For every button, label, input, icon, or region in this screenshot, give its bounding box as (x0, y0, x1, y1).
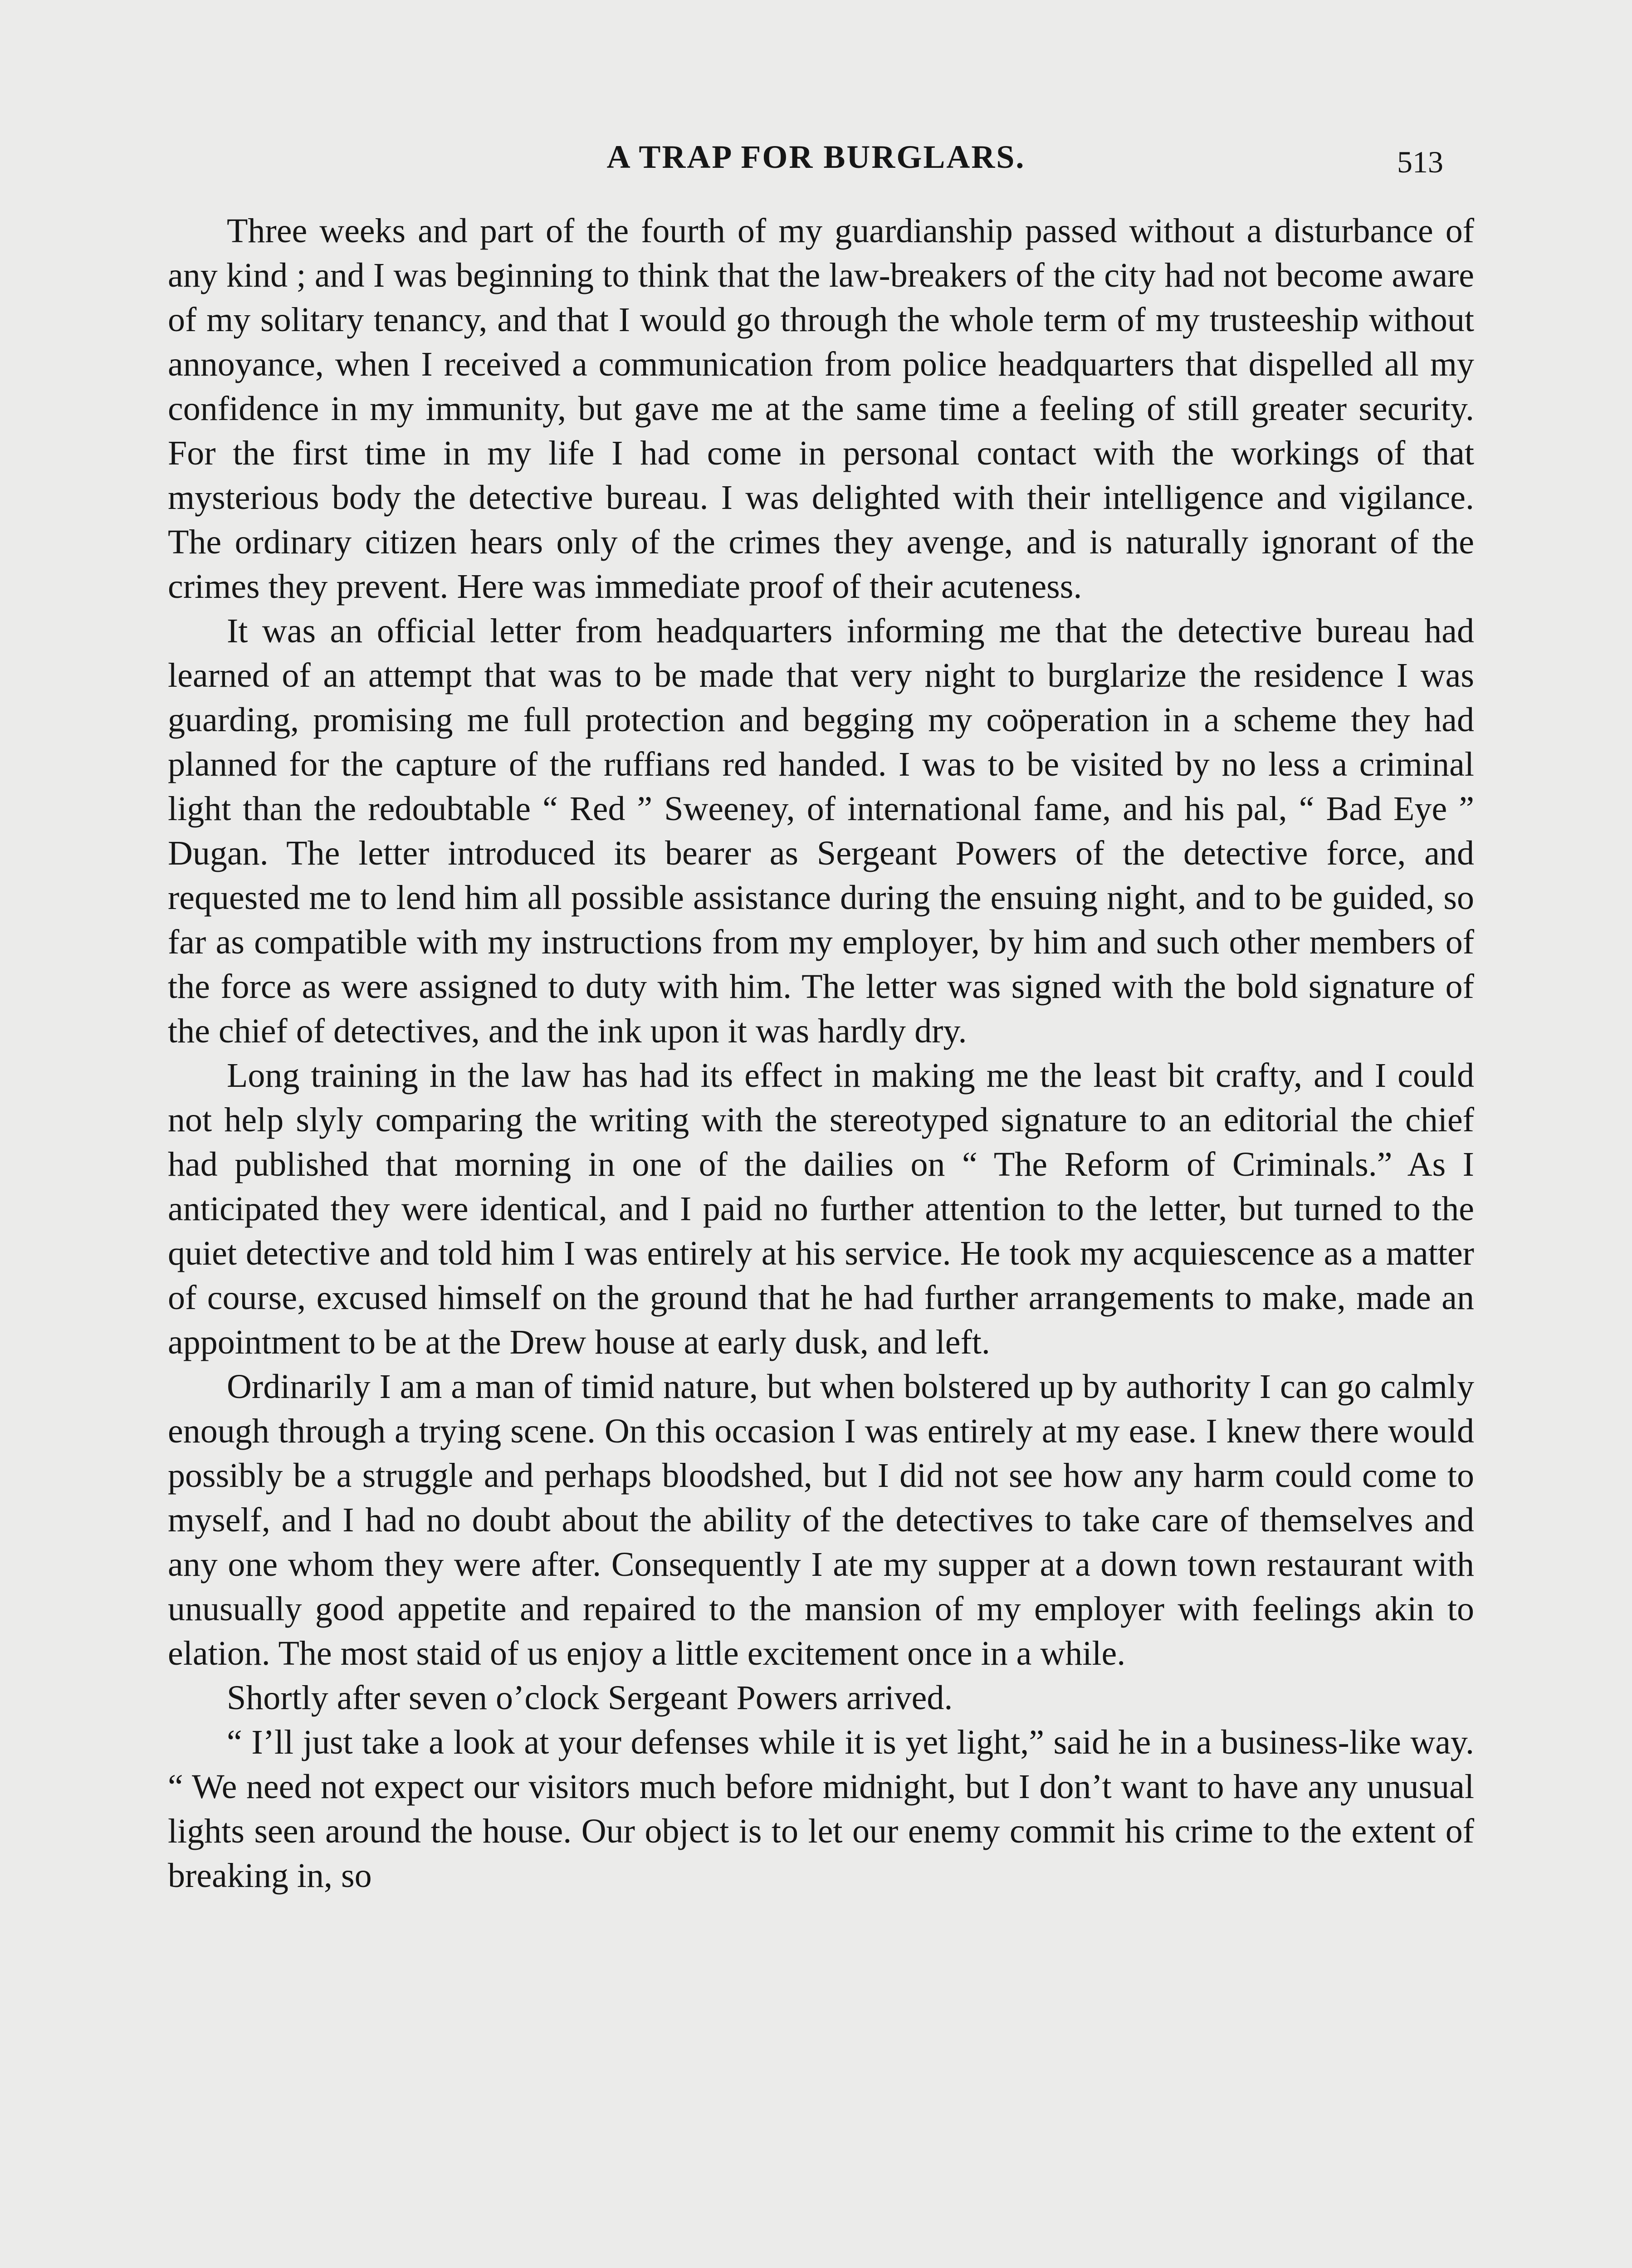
paragraph: Long training in the law has had its effect in making me the least bit crafty, and I could not help slyly comparing the writing with the stereotyped signature to an editorial the chief had published that morning in one of the dailies on “ The Reform of Criminals.” As I anticipated they were identical, and I paid no further attention to the letter, but turned to the quiet detective and told him I was entirely at his service. He took my acquiescence as a matter of course, excused himself on the ground that he had further arrangements to make, made an appointment to be at the Drew house at early dusk, and left. (168, 1056, 1474, 1361)
paragraph: It was an official letter from headquarters informing me that the detective bureau had learned of an attempt that was to be made that very night to burglarize the residence I was guarding, promising me full protection and begging my coöperation in a scheme they had planned for the capture of the ruffians red handed. I was to be visited by no less a criminal light than the redoubtable “ Red ” Sweeney, of international fame, and his pal, “ Bad Eye ” Dugan. The letter introduced its bearer as Sergeant Powers of the detective force, and requested me to lend him all possible assistance during the ensuing night, and to be guided, so far as compatible with my instructions from my employer, by him and such other members of the force as were assigned to duty with him. The letter was signed with the bold signature of the chief of detectives, and the ink upon it was hardly dry. (168, 612, 1474, 1050)
paragraph: Three weeks and part of the fourth of my guardianship passed without a disturbance of any kind ; and I was beginning to think that the law-breakers of the city had not become aware of my solitary tenancy, and that I would go through the whole term of my trusteeship without annoyance, when I received a communication from police headquarters that dispelled all my confidence in my immunity, but gave me at the same time a feeling of still greater security. For the first time in my life I had come in personal contact with the workings of that mysterious body the detective bureau. I was delighted with their intelligence and vigilance. The ordinary citizen hears only of the crimes they avenge, and is naturally ignorant of the crimes they prevent. Here was immediate proof of their acuteness. (168, 212, 1474, 606)
paragraph: Ordinarily I am a man of timid nature, but when bolstered up by authority I can go calmly enough through a trying scene. On this occasion I was entirely at my ease. I knew there would possibly be a struggle and perhaps bloodshed, but I did not see how any harm could come to myself, and I had no doubt about the ability of the detectives to take care of themselves and any one whom they were after. Consequently I ate my supper at a down town restaurant with unusually good appetite and repaired to the mansion of my employer with feelings akin to elation. The most staid of us enjoy a little excitement once in a while. (168, 1368, 1474, 1672)
body-text (168, 209, 1474, 1898)
running-title: A TRAP FOR BURGLARS. (606, 139, 1026, 175)
paragraph: Shortly after seven o’clock Sergeant Powers arrived. (227, 1679, 953, 1717)
page-number: 513 (1397, 145, 1443, 179)
paragraph: “ I’ll just take a look at your defenses while it is yet light,” said he in a business-like way. “ We need not expect our visitors much before midnight, but I don’t want to have any unusual lights seen around the house. Our object is to let our enemy commit his crime to the extent of breaking in, so (168, 1723, 1474, 1895)
